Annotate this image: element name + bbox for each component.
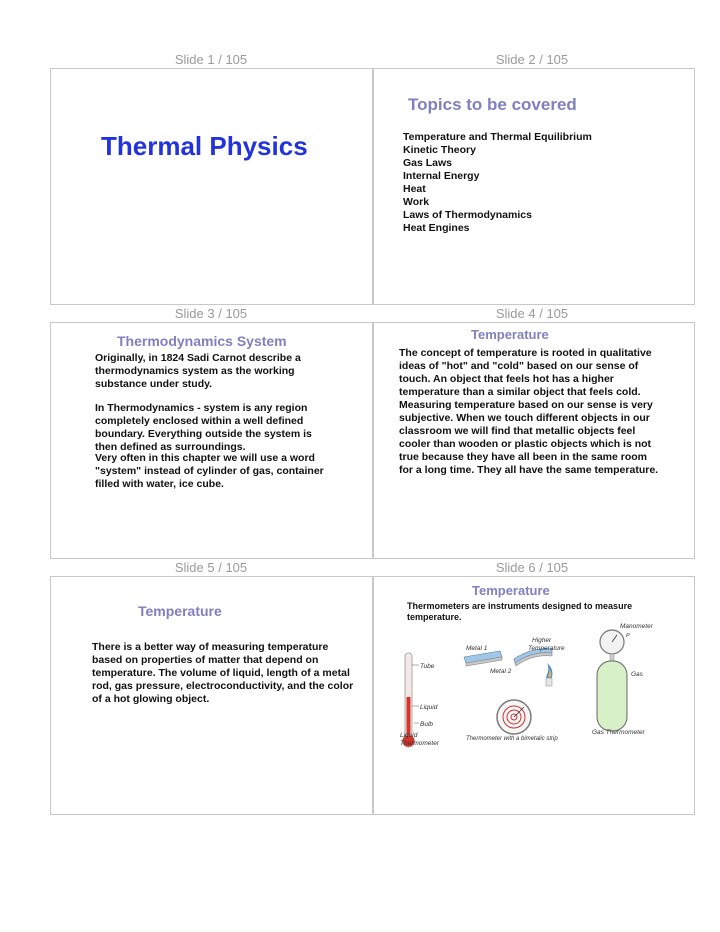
label-higher-1: Higher [532, 637, 552, 644]
topic-item: Heat [403, 183, 426, 195]
topic-item: Temperature and Thermal Equilibrium [403, 131, 592, 143]
thermometers-figure [374, 577, 695, 815]
slide-6-para: Thermometers are instruments designed to measure temperature. [407, 601, 633, 622]
topic-item: Internal Energy [403, 170, 480, 182]
slide-4-para: The concept of temperature is rooted in qualitative ideas of "hot" and "cold" based on our sense of touch. An object that feels hot has a higher temperature than a similar object that feels cold. Measuring temperature based on our sense is very subjective. When we touch different objects in our classroom we will find that metallic objects feel cooler than wooden or plastic objects which is not true because they have all been in the same room for a long time. They all have the same temperature. [399, 347, 659, 476]
label-bimetal: Thermometer with a bimetalic strip [466, 736, 558, 742]
slide-4-label: Slide 4 / 105 [495, 306, 569, 321]
slide-2-label: Slide 2 / 105 [495, 52, 569, 67]
label-liquid-thermometer-1: Liquid [400, 732, 418, 739]
slide-5-para: There is a better way of measuring temperature based on properties of matter that depend on temperature. The volume of liquid, length of a metal rod, gas pressure, electroconductivity, and the color of a hot glowing object. [92, 641, 354, 705]
label-gas-thermometer: Gas Thermometer [592, 729, 645, 736]
slide-4-title: Temperature [471, 327, 549, 342]
topic-item: Work [403, 196, 430, 208]
slide-3-label: Slide 3 / 105 [174, 306, 248, 321]
slide-3-title: Thermodynamics System [117, 333, 287, 349]
topic-item: Laws of Thermodynamics [403, 209, 532, 221]
slide-3-para-2: In Thermodynamics - system is any region completely enclosed within a well defined boundary. Everything outside the system is then defined as surroundings. [95, 402, 312, 453]
label-bulb: Bulb [420, 721, 434, 728]
slide-6-label: Slide 6 / 105 [495, 560, 569, 575]
slide-5-title: Temperature [138, 603, 222, 619]
label-tube: Tube [420, 663, 435, 670]
label-p: P [626, 633, 630, 639]
slide-1-label: Slide 1 / 105 [174, 52, 248, 67]
slide-1-title: Thermal Physics [101, 131, 308, 161]
label-higher-2: Temperature [528, 645, 565, 652]
label-liquid-thermometer-2: Thermometer [400, 740, 440, 747]
slide-6[interactable] [373, 576, 695, 815]
flame-icon [546, 663, 552, 686]
slide-4[interactable] [373, 322, 695, 559]
label-manometer: Manometer [620, 623, 653, 630]
topic-list [403, 131, 592, 235]
slide-2-title: Topics to be covered [408, 95, 577, 114]
topic-item: Heat Engines [403, 222, 470, 234]
slide-5-label: Slide 5 / 105 [174, 560, 248, 575]
slide-1[interactable] [50, 68, 373, 305]
slide-6-title: Temperature [472, 583, 550, 598]
dial-thermometer-icon [497, 700, 531, 734]
slide-3[interactable] [50, 322, 373, 559]
gas-thermometer-icon [597, 630, 627, 731]
topic-item: Gas Laws [403, 157, 453, 169]
slide-5[interactable] [50, 576, 373, 815]
label-metal-1: Metal 1 [466, 645, 488, 652]
label-liquid: Liquid [420, 704, 438, 711]
slide-2[interactable] [373, 68, 695, 305]
topic-item: Kinetic Theory [403, 144, 476, 156]
label-gas: Gas [631, 671, 643, 678]
slide-3-para-1: Originally, in 1824 Sadi Carnot describe a thermodynamics system as the working substance under study. [95, 352, 301, 390]
label-metal-2: Metal 2 [490, 668, 512, 675]
slide-3-para-3: Very often in this chapter we will use a word "system" instead of cylinder of gas, container filled with water, ice cube. [95, 452, 324, 490]
